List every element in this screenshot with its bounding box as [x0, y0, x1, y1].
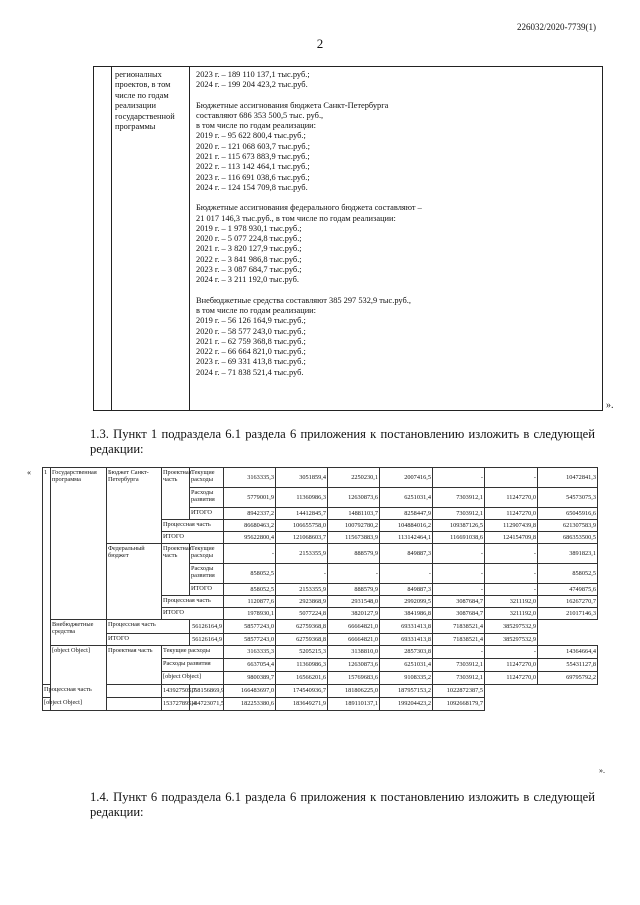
value-cell: 95622800,4: [224, 532, 276, 544]
value-cell: -: [224, 544, 276, 564]
value-cell: 3051859,4: [276, 468, 328, 488]
left-label-line: реализации: [115, 101, 156, 111]
vsego-label: [object Object]: [162, 672, 224, 685]
value-cell: 153727895,4: [162, 698, 190, 711]
value-cell: 3211192,0: [485, 596, 538, 608]
resources-table-num-cell: [94, 67, 112, 411]
value-cell: -: [433, 564, 485, 584]
content-line: Бюджетные ассигнования бюджета Санкт-Петербурга: [196, 100, 389, 110]
value-cell: 199204423,2: [380, 698, 433, 711]
value-cell: 1092668179,7: [433, 698, 485, 711]
value-cell: 166483697,0: [224, 685, 276, 698]
value-cell: 2931548,0: [328, 596, 380, 608]
value-cell: 11360986,3: [276, 659, 328, 672]
value-cell: 3891823,1: [538, 544, 598, 564]
table-row: [43, 544, 598, 564]
value-cell: -: [433, 646, 485, 659]
value-cell: 100792780,2: [328, 520, 380, 532]
program-label: Государственная программа: [51, 468, 107, 620]
value-cell: 11360986,3: [276, 488, 328, 508]
value-cell: 16267270,7: [538, 596, 598, 608]
value-cell: 58577243,0: [224, 634, 276, 646]
value-cell: 16566201,6: [276, 672, 328, 685]
content-line: 2019 г. – 56 126 164,9 тыс.руб.;: [196, 316, 306, 326]
paragraph-1-3: 1.3. Пункт 1 подраздела 6.1 раздела 6 приложения к постановлению изложить в следующей редакции:: [90, 427, 595, 456]
table-row: [43, 620, 598, 634]
closing-quote: ».: [606, 400, 614, 411]
value-cell: 858052,5: [224, 584, 276, 596]
value-cell: 66664821,0: [328, 634, 380, 646]
process-part-label: Процессная часть: [162, 520, 224, 532]
value-cell: 15769683,6: [328, 672, 380, 685]
resources-content: [190, 67, 602, 378]
content-line: составляют 686 353 500,5 тыс. руб.,: [196, 110, 324, 120]
value-cell: 124154709,8: [485, 532, 538, 544]
resources-table-label-cell: [112, 67, 190, 411]
value-cell: 115673883,9: [328, 532, 380, 544]
value-cell: 189110137,1: [328, 698, 380, 711]
project-part-label: Проектная часть: [107, 646, 162, 685]
value-cell: 12630873,6: [328, 488, 380, 508]
value-cell: 69795792,2: [538, 672, 598, 685]
vsego-label: [object Object]: [43, 698, 162, 711]
value-cell: 3841986,8: [380, 608, 433, 620]
row-number: 1: [43, 468, 51, 685]
value-cell: 7303912,1: [433, 672, 485, 685]
value-cell: 11247270,0: [485, 672, 538, 685]
value-cell: -: [380, 564, 433, 584]
content-line: 2024 г. – 124 154 709,8 тыс.руб.: [196, 182, 308, 192]
project-part-label: Проектная часть: [162, 468, 190, 520]
table-row: [43, 634, 598, 646]
content-line: 2021 г. – 115 673 883,9 тыс.руб.;: [196, 152, 310, 162]
value-cell: 184723071,5: [190, 698, 224, 711]
content-line: в том числе по годам реализации:: [196, 305, 316, 315]
value-cell: 11247270,0: [485, 659, 538, 672]
value-cell: 187957153,2: [380, 685, 433, 698]
content-line: 2021 г. – 3 820 127,9 тыс.руб.;: [196, 244, 302, 254]
value-cell: 3087684,7: [433, 596, 485, 608]
content-line: Внебюджетные средства составляют 385 297 532,9 тыс.руб.,: [196, 295, 411, 305]
total-label: [object Object]: [51, 646, 107, 711]
value-cell: 621307583,9: [538, 520, 598, 532]
value-cell: 849887,3: [380, 584, 433, 596]
value-cell: 11247270,0: [485, 508, 538, 520]
left-label-line: числе по годам: [115, 90, 169, 100]
value-cell: 1120877,6: [224, 596, 276, 608]
content-line: 21 017 146,3 тыс.руб., в том числе по годам реализации:: [196, 213, 396, 223]
current-label: Текущие расходы: [190, 544, 224, 564]
value-cell: 181806225,0: [328, 685, 380, 698]
value-cell: 8942337,2: [224, 508, 276, 520]
project-part-label: Проектная часть: [162, 544, 190, 596]
itogo-label: ИТОГО: [190, 584, 224, 596]
paragraph-1-4: 1.4. Пункт 6 подраздела 6.1 раздела 6 приложения к постановлению изложить в следующей редакции:: [90, 790, 595, 819]
development-label: Расходы развития: [190, 564, 224, 584]
development-label: Расходы развития: [190, 488, 224, 508]
value-cell: 62759368,8: [276, 620, 328, 634]
value-cell: 21017146,3: [538, 608, 598, 620]
content-line: 2024 г. – 71 838 521,4 тыс.руб.: [196, 367, 304, 377]
value-cell: 113142464,1: [380, 532, 433, 544]
value-cell: -: [433, 468, 485, 488]
value-cell: -: [485, 564, 538, 584]
content-line: 2019 г. – 1 978 930,1 тыс.руб.;: [196, 223, 302, 233]
current-label: Текущие расходы: [190, 468, 224, 488]
document-id: 226032/2020-7739(1): [517, 22, 596, 32]
left-label-line: государственной: [115, 111, 175, 121]
value-cell: 385297532,9: [485, 634, 538, 646]
value-cell: 849887,3: [380, 544, 433, 564]
resources-table-content-cell: [190, 67, 603, 411]
value-cell: 174540936,7: [276, 685, 328, 698]
value-cell: 4749875,6: [538, 584, 598, 596]
value-cell: 1978930,1: [224, 608, 276, 620]
value-cell: 112907439,8: [485, 520, 538, 532]
content-line: 2020 г. – 121 068 603,7 тыс.руб.;: [196, 141, 310, 151]
value-cell: 106655758,0: [276, 520, 328, 532]
itogo-label: ИТОГО: [190, 508, 224, 520]
value-cell: 2857303,8: [380, 646, 433, 659]
content-line: 2020 г. – 58 577 243,0 тыс.руб.;: [196, 326, 306, 336]
value-cell: 7303912,1: [433, 488, 485, 508]
content-line: 2024 г. – 199 204 423,2 тыс.руб.: [196, 80, 308, 90]
value-cell: 121068603,7: [276, 532, 328, 544]
process-part-label: Процессная часть: [107, 620, 190, 634]
value-cell: 14364664,4: [538, 646, 598, 659]
value-cell: 6637054,4: [224, 659, 276, 672]
content-line: 2022 г. – 66 664 821,0 тыс.руб.;: [196, 347, 306, 357]
value-cell: 3087684,7: [433, 608, 485, 620]
value-cell: 58577243,0: [224, 620, 276, 634]
content-line: 2023 г. – 3 087 684,7 тыс.руб.;: [196, 265, 302, 275]
itogo-label: ИТОГО: [162, 608, 224, 620]
value-cell: 1022872387,5: [433, 685, 485, 698]
value-cell: 7303912,1: [433, 659, 485, 672]
value-cell: 9108335,2: [380, 672, 433, 685]
content-line: 2019 г. – 95 622 800,4 тыс.руб.;: [196, 131, 306, 141]
value-cell: 2923868,9: [276, 596, 328, 608]
value-cell: 14412845,7: [276, 508, 328, 520]
value-cell: 12630873,6: [328, 659, 380, 672]
value-cell: 10472841,3: [538, 468, 598, 488]
content-line: 2024 г. – 3 211 192,0 тыс.руб.: [196, 275, 299, 285]
value-cell: 2992099,5: [380, 596, 433, 608]
value-cell: 2007416,5: [380, 468, 433, 488]
value-cell: 9800389,7: [224, 672, 276, 685]
content-line: 2021 г. – 62 759 368,8 тыс.руб.;: [196, 336, 306, 346]
value-cell: 3138810,0: [328, 646, 380, 659]
content-line: Бюджетные ассигнования федерального бюджета составляют –: [196, 203, 422, 213]
resources-left-label: [112, 67, 189, 132]
value-cell: 86680463,2: [224, 520, 276, 532]
budget-fed-label: Федеральный бюджет: [107, 544, 162, 620]
value-cell: 71838521,4: [433, 620, 485, 634]
value-cell: 62759368,8: [276, 634, 328, 646]
value-cell: 3820127,9: [328, 608, 380, 620]
value-cell: 182253380,6: [224, 698, 276, 711]
value-cell: 6251031,4: [380, 659, 433, 672]
value-cell: 858052,5: [224, 564, 276, 584]
value-cell: 69331413,8: [380, 620, 433, 634]
resources-table: [93, 66, 603, 411]
content-line: в том числе по годам реализации:: [196, 121, 316, 131]
value-cell: 14881103,7: [328, 508, 380, 520]
value-cell: 5077224,8: [276, 608, 328, 620]
value-cell: 7303912,1: [433, 508, 485, 520]
value-cell: 56126164,9: [190, 634, 224, 646]
value-cell: 888579,9: [328, 544, 380, 564]
content-line: 2022 г. – 113 142 464,1 тыс.руб.;: [196, 162, 310, 172]
left-label-line: программы: [115, 122, 156, 132]
opening-quote: «: [27, 468, 31, 477]
value-cell: 55431127,8: [538, 659, 598, 672]
value-cell: 11247270,0: [485, 488, 538, 508]
value-cell: 858052,5: [538, 564, 598, 584]
value-cell: -: [485, 468, 538, 488]
value-cell: 686353500,5: [538, 532, 598, 544]
value-cell: 3211192,0: [485, 608, 538, 620]
left-label-line: регионалных: [115, 70, 162, 79]
table-row: [43, 646, 598, 659]
value-cell: 2153355,9: [276, 584, 328, 596]
table-row: [43, 468, 598, 488]
value-cell: -: [485, 646, 538, 659]
value-cell: 71838521,4: [433, 634, 485, 646]
page-number: 2: [316, 36, 324, 51]
value-cell: 2153355,9: [276, 544, 328, 564]
value-cell: 6251031,4: [380, 488, 433, 508]
table-row: [43, 698, 598, 711]
budget-extra-label: Внебюджетные средства: [51, 620, 107, 646]
content-line: 2020 г. – 5 077 224,8 тыс.руб.;: [196, 234, 302, 244]
value-cell: 65045916,6: [538, 508, 598, 520]
content-line: 2023 г. – 69 331 413,8 тыс.руб.;: [196, 357, 306, 367]
value-cell: 3163335,3: [224, 646, 276, 659]
budget-spb-label: Бюджет Санкт-Петербурга: [107, 468, 162, 544]
value-cell: -: [328, 564, 380, 584]
value-cell: 69331413,8: [380, 634, 433, 646]
value-cell: -: [485, 544, 538, 564]
value-cell: 109387126,5: [433, 520, 485, 532]
value-cell: -: [433, 544, 485, 564]
value-cell: 385297532,9: [485, 620, 538, 634]
itogo-label: ИТОГО: [162, 532, 224, 544]
left-label-line: проектов, в том: [115, 80, 171, 90]
current-label: Текущие расходы: [162, 646, 224, 659]
value-cell: 5779001,9: [224, 488, 276, 508]
value-cell: 2250230,1: [328, 468, 380, 488]
development-label: Расходы развития: [162, 659, 224, 672]
value-cell: -: [276, 564, 328, 584]
value-cell: 54573075,3: [538, 488, 598, 508]
value-cell: 104884016,2: [380, 520, 433, 532]
value-cell: 5205215,3: [276, 646, 328, 659]
closing-quote: ».: [599, 766, 605, 775]
value-cell: 3163335,3: [224, 468, 276, 488]
value-cell: 56126164,9: [190, 620, 224, 634]
itogo-label: ИТОГО: [107, 634, 190, 646]
content-line: 2023 г. – 189 110 137,1 тыс.руб.;: [196, 70, 310, 79]
financing-table: [42, 467, 598, 711]
value-cell: -: [485, 584, 538, 596]
value-cell: 8258447,9: [380, 508, 433, 520]
content-line: 2022 г. – 3 841 986,8 тыс.руб.;: [196, 254, 302, 264]
process-part-label: Процессная часть: [43, 685, 162, 698]
value-cell: -: [433, 584, 485, 596]
value-cell: 888579,9: [328, 584, 380, 596]
value-cell: 116691038,6: [433, 532, 485, 544]
content-line: 2023 г. – 116 691 038,6 тыс.руб.;: [196, 172, 310, 182]
value-cell: 168156869,9: [190, 685, 224, 698]
process-part-label: Процессная часть: [162, 596, 224, 608]
value-cell: 143927505,7: [162, 685, 190, 698]
value-cell: 183649271,9: [276, 698, 328, 711]
value-cell: 66664821,0: [328, 620, 380, 634]
table-row: [43, 685, 598, 698]
